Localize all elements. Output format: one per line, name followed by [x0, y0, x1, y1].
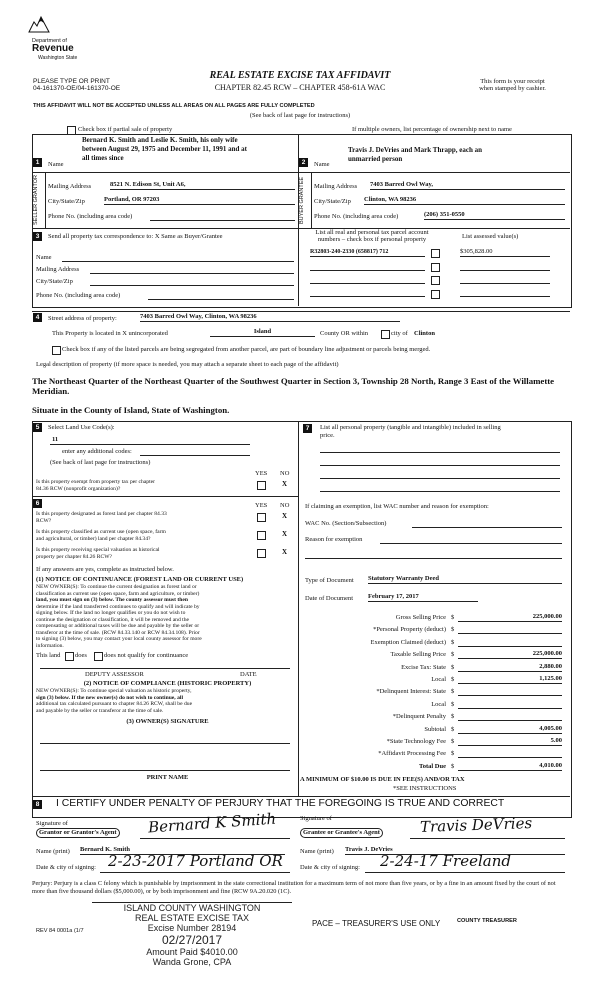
pace-treasurer-label: PACE – TREASURER'S USE ONLY: [312, 919, 441, 928]
segregated-label: Check box if any of the listed parcels are being segregated from another parcel, are part of boundary line adjustment or parcels being merged.: [62, 346, 431, 353]
grantee-signature-of: Signature of: [300, 815, 332, 822]
grantor-date-label: Date & city of signing:: [36, 864, 96, 871]
assessed-header: List assessed value(s): [462, 233, 519, 240]
receipt-note-1: This form is your receipt: [480, 78, 545, 85]
tax-row-label: Excise Tax: State: [401, 664, 446, 671]
logo-line1: Department of: [32, 38, 67, 44]
grantee-name-label: Name (print): [300, 848, 334, 855]
notice1-line: land, you must sign on (3) below. The county assessor must then: [36, 597, 188, 603]
buyer-phone-input[interactable]: (206) 351-0550: [424, 211, 565, 220]
legal-description-label: Legal description of property (if more space is needed, you may attach a separate sheet to each page of the affidavit): [36, 361, 339, 368]
historic-no-answer[interactable]: X: [282, 548, 288, 556]
legal-description[interactable]: The Northeast Quarter of the Northeast Quarter of the Southwest Quarter in Section 3, Township 28 North, Range 3 East of the Willamette Meridian.: [32, 376, 555, 396]
certify-statement: I CERTIFY UNDER PENALTY OF PERJURY THAT THE FOREGOING IS TRUE AND CORRECT: [56, 798, 505, 809]
city-input[interactable]: Clinton: [414, 330, 435, 337]
exemption-label: If claiming an exemption, list WAC number and reason for exemption:: [305, 503, 489, 510]
s6-no-header: NO: [280, 502, 290, 509]
tax-row-dollar: $: [451, 750, 455, 757]
city-of-label: city of: [391, 330, 408, 337]
section-3-number: 3: [33, 232, 42, 241]
grantee-signature[interactable]: Travis DeVries: [419, 814, 533, 836]
notice2-line: sign (3) below. If the new owner(s) do not wish to continue, all: [36, 694, 183, 701]
tax-row-dollar: $: [451, 738, 455, 745]
assessed-value-2[interactable]: [460, 270, 550, 271]
this-land-label: This land: [36, 652, 61, 659]
notice1-line: signing below. If the land no longer qualifies or you do not wish to: [36, 610, 186, 616]
personal-property-label-1: List all personal property (tangible and intangible) included in selling: [320, 424, 501, 431]
corr-mailing-input[interactable]: [90, 273, 294, 274]
notice1-line: to signing (3) below, you may contact your local county assessor for more: [36, 636, 202, 642]
grantor-signature[interactable]: Bernard K Smith: [147, 809, 277, 837]
seller-name-line3[interactable]: all times since: [82, 154, 124, 162]
tax-row-value[interactable]: [458, 625, 562, 634]
historic-yes-checkbox[interactable]: [257, 549, 266, 558]
excise-tax-stamp: [92, 902, 292, 967]
grantee-date-city[interactable]: 2-24-17 Freeland: [380, 852, 511, 870]
street-address-input[interactable]: 7403 Barred Owl Way, Clinton, WA 98236: [140, 313, 400, 322]
reason-label: Reason for exemption: [305, 536, 363, 543]
notice1-line: transferor at the time of sale. (RCW 84.33.140 or RCW 84.34.108). Prior: [36, 629, 200, 636]
tax-row-value[interactable]: 5.00: [458, 737, 562, 746]
tax-row-dollar: $: [451, 626, 455, 633]
tax-row-value[interactable]: 2,880.00: [458, 663, 562, 672]
logo-line3: Washington State: [38, 55, 78, 61]
grantee-date-label: Date & city of signing:: [300, 864, 360, 871]
minimum-due-note: A MINIMUM OF $10.00 IS DUE IN FEE(S) AND/OR TAX: [300, 776, 465, 783]
notice1-line: compensating or additional taxes will be due and payable by the seller or: [36, 623, 200, 629]
stamp-line: ISLAND COUNTY WASHINGTON: [92, 902, 292, 913]
warning-text: THIS AFFIDAVIT WILL NOT BE ACCEPTED UNLESS ALL AREAS ON ALL PAGES ARE FULLY COMPLETED: [33, 103, 315, 109]
personal-property-checkbox-3[interactable]: [431, 276, 440, 285]
receipt-note-2: when stamped by cashier.: [479, 85, 546, 92]
current-use-no-answer[interactable]: X: [282, 530, 288, 538]
tax-row-label: Exemption Claimed (deduct): [370, 639, 446, 646]
please-type: PLEASE TYPE OR PRINT: [33, 78, 110, 85]
tax-row-dollar: $: [451, 676, 455, 683]
s5-no-header: NO: [280, 470, 290, 477]
corr-city-input[interactable]: [90, 285, 294, 286]
grantor-date-city[interactable]: 2-23-2017 Portland OR: [108, 852, 283, 870]
notice-continuance-body: [36, 584, 298, 649]
section-6-number: 6: [33, 499, 42, 508]
does-not-qualify-checkbox[interactable]: [94, 652, 103, 661]
parcel-header-1: List all real and personal tax parcel account: [315, 229, 429, 236]
parcel-number-1[interactable]: R32803-240-2330 (658817) 712: [310, 248, 425, 257]
deputy-assessor-label: DEPUTY ASSESSOR: [85, 671, 144, 678]
assessed-value-1[interactable]: $305,828.00: [460, 248, 550, 257]
tax-row-value[interactable]: [458, 749, 562, 758]
s6-yes-header: YES: [255, 502, 268, 509]
notice2-line: NEW OWNER(S): To continue special valuation as historic property,: [36, 688, 192, 694]
file-number: 04-161370-OE/04-161370-OE: [33, 85, 121, 92]
seller-city-input[interactable]: Portland, OR 97203: [104, 196, 295, 205]
assessed-value-3[interactable]: [460, 283, 550, 284]
seller-phone-label: Phone No. (including area code): [48, 213, 133, 220]
wac-label: WAC No. (Section/Subsection): [305, 520, 387, 527]
forest-no-answer[interactable]: X: [282, 512, 288, 520]
additional-codes-input[interactable]: [140, 455, 250, 456]
seller-mailing-label: Mailing Address: [48, 183, 92, 190]
street-address-label: Street address of property:: [48, 315, 117, 322]
partial-sale-label: Check box if partial sale of property: [78, 126, 173, 133]
city-checkbox[interactable]: [381, 330, 390, 339]
tax-row-dollar: $: [451, 726, 455, 733]
tax-row-label: Local: [431, 676, 446, 683]
section-2-number: 2: [299, 158, 308, 167]
seller-name-line2[interactable]: between August 29, 1975 and December 11, 1991 and at: [82, 145, 247, 153]
assessed-value-4[interactable]: [460, 296, 550, 297]
tax-row-value[interactable]: 1,125.00: [458, 675, 562, 684]
stamp-line: Excise Number 28194: [147, 923, 237, 933]
notice1-line: continue the designation or classification, it will be removed and the: [36, 616, 190, 623]
tax-row-label: *Delinquent Interest: State: [376, 688, 446, 695]
tax-row-dollar: $: [451, 763, 455, 770]
exempt-question-2: 84.36 RCW (nonprofit organization)?: [36, 486, 121, 492]
current-use-yes-checkbox[interactable]: [257, 531, 266, 540]
historic-question-2: property per chapter 84.26 RCW?: [36, 554, 112, 560]
forest-question-2: RCW?: [36, 518, 52, 524]
if-yes-note: If any answers are yes, complete as instructed below.: [36, 566, 174, 573]
personal-property-label-2: price.: [320, 432, 335, 439]
section-7-number: 7: [303, 424, 312, 433]
section-1-number: 1: [33, 158, 42, 167]
located-in-label: This Property is located in X unincorporated: [52, 330, 168, 337]
stamp-line: 02/27/2017: [161, 933, 223, 947]
s5-yes-header: YES: [255, 470, 268, 477]
notice-compliance-title: (2) NOTICE OF COMPLIANCE (HISTORIC PROPERTY): [83, 680, 252, 687]
buyer-mailing-input[interactable]: 7403 Barred Owl Way,: [370, 181, 565, 190]
seller-phone-input[interactable]: [150, 220, 295, 221]
buyer-phone-label: Phone No. (including area code): [314, 213, 399, 220]
perjury-statement: Perjury: Perjury is a class C felony which is punishable by imprisonment in the state correctional institution for a maximum term of not more than five years, or by a fine in an amount fixed by the court of not more than five thousand dollars ($5,000.00), or by both imprisonment and fine (RCW 9A.20.020 (1C).: [32, 880, 556, 895]
owner-signature-line[interactable]: [40, 743, 290, 744]
personal-property-checkbox-4[interactable]: [431, 290, 440, 299]
see-back-note: (See back of last page for instructions): [249, 112, 351, 119]
tax-row-value[interactable]: 225,000.00: [458, 613, 562, 622]
situate-text[interactable]: Situate in the County of Island, State of Washington.: [32, 405, 230, 415]
tax-row-value[interactable]: [458, 712, 562, 721]
tax-row-dollar: $: [451, 651, 455, 658]
notice1-line: NEW OWNER(S): To continue the current designation as forest land or: [36, 584, 197, 590]
tax-row-dollar: $: [451, 713, 455, 720]
land-use-see-back: (See back of last page for instructions): [50, 459, 151, 466]
seller-name-line1[interactable]: Bernard K. Smith and Leslie K. Smith, his only wife: [82, 136, 238, 144]
notice2-line: additional tax calculated pursuant to chapter 84.26 RCW, shall be due: [36, 701, 193, 707]
reason-input[interactable]: [380, 543, 562, 544]
historic-question-1: Is this property receiving special valuation as historical: [36, 547, 160, 553]
tax-row-value[interactable]: [458, 638, 562, 647]
county-input[interactable]: Island: [210, 328, 315, 337]
logo-line2: Revenue: [32, 43, 74, 54]
forest-question-1: Is this property designated as forest land per chapter 84.33: [36, 511, 167, 517]
tax-row-label: *State Technology Fee: [386, 738, 446, 745]
buyer-name-line2[interactable]: unmarried person: [348, 155, 403, 163]
stamp-line: Wanda Grone, CPA: [152, 957, 232, 967]
seller-mailing-input[interactable]: 8521 N. Edison St, Unit A6,: [110, 181, 295, 190]
correspondence-instruction: Send all property tax correspondence to: X Same as Buyer/Grantee: [48, 233, 223, 240]
doc-type-input[interactable]: Statutory Warranty Deed: [368, 575, 562, 584]
tax-row-label: Gross Selling Price: [395, 614, 446, 621]
corr-city-label: City/State/Zip: [36, 278, 73, 285]
tax-row-dollar: $: [451, 701, 455, 708]
land-use-code[interactable]: 11: [52, 436, 59, 443]
form-subtitle: CHAPTER 82.45 RCW – CHAPTER 458-61A WAC: [214, 83, 386, 92]
personal-property-line-3[interactable]: [320, 478, 560, 479]
tax-row-value[interactable]: [458, 700, 562, 709]
notice1-line: determine if the land transferred continues to qualify and will indicate by: [36, 603, 200, 610]
seller-grantor-side-label: SELLER GRANTOR: [33, 174, 39, 226]
see-instructions-note: *SEE INSTRUCTIONS: [393, 785, 457, 792]
parcel-number-4[interactable]: [310, 296, 425, 297]
buyer-name-line1[interactable]: Travis J. DeVries and Mark Thrapp, each an: [348, 146, 482, 154]
tax-row-dollar: $: [451, 664, 455, 671]
does-label: does: [75, 652, 87, 659]
doc-type-label: Type of Document: [305, 577, 354, 584]
personal-property-checkbox-1[interactable]: [431, 249, 440, 258]
tax-row-label: Subtotal: [424, 726, 446, 733]
grantee-agent-label: Grantee or Grantee's Agent: [300, 828, 383, 838]
assessor-date-label: DATE: [240, 671, 257, 678]
seller-city-label: City/State/Zip: [48, 198, 85, 205]
notice1-line: information.: [36, 642, 64, 649]
owner-signature-label: (3) OWNER(S) SIGNATURE: [126, 718, 209, 725]
personal-property-checkbox-2[interactable]: [431, 263, 440, 272]
corr-name-label: Name: [36, 254, 52, 261]
forest-yes-checkbox[interactable]: [257, 513, 266, 522]
corr-name-input[interactable]: [62, 261, 294, 262]
land-use-label: Select Land Use Code(s):: [48, 424, 115, 431]
county-treasurer-label: COUNTY TREASURER: [457, 918, 517, 924]
section-8-number: 8: [33, 800, 42, 809]
county-or-within-label: County OR within: [320, 330, 369, 337]
parcel-number-3[interactable]: [310, 283, 425, 284]
grantor-signature-of: Signature of: [36, 820, 68, 827]
exempt-question-1: Is this property exempt from property tax per chapter: [36, 479, 155, 485]
notice-continuance-title: (1) NOTICE OF CONTINUANCE (FOREST LAND OR CURRENT USE): [36, 576, 244, 583]
tax-row-label: *Personal Property (deduct): [373, 626, 446, 633]
notice1-line: classification as current use (open space, farm and agriculture, or timber): [36, 590, 200, 597]
notice2-line: and payable by the seller or transferor at the time of sale.: [36, 707, 164, 714]
tax-row-dollar: $: [451, 614, 455, 621]
grantor-agent-label: Grantor or Grantor's Agent: [36, 828, 120, 838]
notice-compliance-body: [36, 688, 298, 714]
corr-phone-label: Phone No. (including area code): [36, 292, 121, 299]
does-not-label: does not qualify for continuance: [104, 652, 189, 659]
buyer-grantee-side-label: BUYER GRANTEE: [299, 176, 305, 224]
tax-row-label: Local: [431, 701, 446, 708]
exempt-no-answer[interactable]: X: [282, 480, 288, 488]
washington-state-mountain-icon: [28, 14, 50, 34]
tax-row-value[interactable]: 225,000.00: [458, 650, 562, 659]
wac-input[interactable]: [412, 527, 562, 528]
tax-row-value[interactable]: 4,010.00: [458, 762, 562, 771]
parcel-number-2[interactable]: [310, 270, 425, 271]
grantee-name-input[interactable]: Travis J. DeVries: [345, 846, 565, 855]
tax-row-label: Total Due: [418, 763, 446, 770]
personal-property-line-1[interactable]: [320, 452, 560, 453]
grantor-name-input[interactable]: Bernard K. Smith: [80, 846, 285, 855]
section-4-number: 4: [33, 313, 42, 322]
doc-date-input[interactable]: February 17, 2017: [368, 593, 478, 602]
print-name-line[interactable]: [40, 770, 290, 771]
buyer-mailing-label: Mailing Address: [314, 183, 358, 190]
seller-name-label: Name: [48, 161, 64, 168]
additional-codes-label: enter any additional codes:: [62, 448, 132, 455]
rev-number: REV 84 0001a (1/7: [36, 928, 84, 934]
stamp-line: Amount Paid $4010.00: [146, 947, 238, 957]
stamp-line: REAL ESTATE EXCISE TAX: [134, 913, 250, 923]
buyer-name-label: Name: [314, 161, 330, 168]
tax-row-label: *Affidavit Processing Fee: [378, 750, 446, 757]
tax-row-value[interactable]: [458, 687, 562, 696]
current-use-question-2: and agricultural, or timber) land per chapter 84.34?: [36, 536, 151, 542]
exempt-yes-checkbox[interactable]: [257, 481, 266, 490]
form-title: REAL ESTATE EXCISE TAX AFFIDAVIT: [209, 70, 391, 81]
segregated-checkbox[interactable]: [52, 346, 61, 355]
corr-phone-input[interactable]: [148, 299, 294, 300]
doc-date-label: Date of Document: [305, 595, 354, 602]
buyer-city-label: City/State/Zip: [314, 198, 351, 205]
personal-property-line-2[interactable]: [320, 465, 560, 466]
tax-row-value[interactable]: 4,005.00: [458, 725, 562, 734]
print-name-label: PRINT NAME: [146, 774, 189, 781]
tax-row-label: Taxable Selling Price: [390, 651, 446, 658]
personal-property-line-4[interactable]: [320, 491, 560, 492]
section-5-number: 5: [33, 423, 42, 432]
current-use-question-1: Is this property classified as current use (open space, farm: [36, 529, 166, 535]
does-qualify-checkbox[interactable]: [65, 652, 74, 661]
parcel-header-2: numbers – check box if personal property: [317, 236, 427, 243]
grantor-name-label: Name (print): [36, 848, 70, 855]
tax-row-label: *Delinquent Penalty: [392, 713, 446, 720]
multiple-owners-note: If multiple owners, list percentage of ownership next to name: [352, 126, 512, 133]
corr-mailing-label: Mailing Address: [36, 266, 80, 273]
dor-logo: [28, 14, 108, 61]
tax-row-dollar: $: [451, 688, 455, 695]
buyer-city-input[interactable]: Clinton, WA 98236: [364, 196, 565, 205]
tax-row-dollar: $: [451, 639, 455, 646]
assessor-signature-line[interactable]: [40, 668, 290, 669]
